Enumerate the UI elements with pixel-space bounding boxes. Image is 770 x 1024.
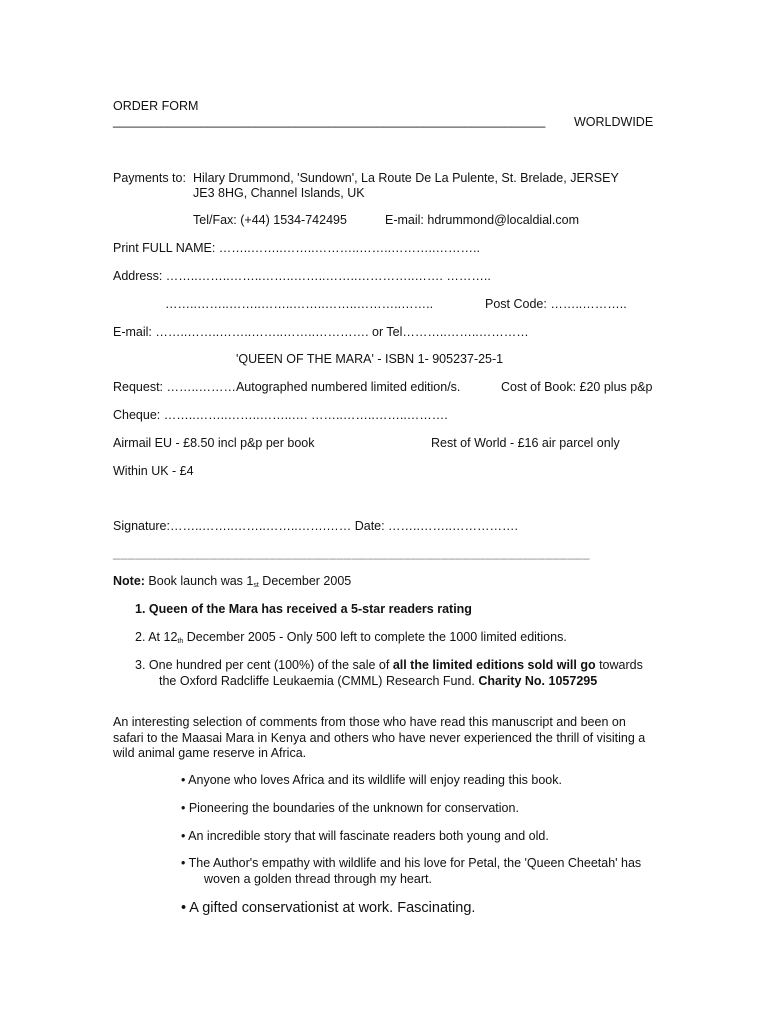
note-item-2-text: 2. At 12 [135,630,178,644]
payment-address-line2: JE3 8HG, Channel Islands, UK [193,186,365,200]
note-text: Book launch was 1 [144,574,254,588]
note-item-3 [135,658,643,673]
payments-label: Payments to: [113,171,186,185]
postcode-field[interactable]: Post Code: ……..……….. [485,297,627,311]
header-rule: ________________________________________________________________ [113,114,546,128]
region-label: WORLDWIDE [574,115,654,129]
note-label: Note: [113,574,145,588]
comments-intro-line1: An interesting selection of comments from those who have read this manuscript and been on [113,715,626,729]
comment-2: • Pioneering the boundaries of the unknown for conservation. [181,801,519,815]
form-title: ORDER FORM [113,99,199,113]
note-text-end: December 2005 [258,574,352,588]
contact-email: E-mail: hdrummond@localdial.com [385,213,580,227]
cheque-field[interactable]: Cheque: ……..……..……..……..…. ……..……..……..………. [113,408,448,422]
payment-address-line1: Hilary Drummond, 'Sundown', La Route De La Pulente, St. Brelade, JERSEY [193,171,619,185]
note-item-1: 1. Queen of the Mara has received a 5-star readers rating [135,602,472,616]
note-item-2 [135,630,567,647]
tel-fax: Tel/Fax: (+44) 1534-742495 [193,213,347,227]
address-field-line2[interactable]: ……..……..……..……..……..……..………..…….. [165,297,434,311]
note-item-3-text-end: towards [595,658,643,672]
signature-date-field[interactable]: Signature:……..……..……..……..…….…… Date: ……..……..……………. [113,519,518,533]
comment-1: • Anyone who loves Africa and its wildlife will enjoy reading this book. [181,773,562,787]
comment-3: • An incredible story that will fascinate readers both young and old. [181,829,549,843]
comment-4-line2: woven a golden thread through my heart. [204,872,432,886]
charity-number: Charity No. 1057295 [478,674,598,688]
section-rule: ________________________________________________________________ [113,546,590,560]
email-tel-field[interactable]: E-mail: ……..……..……..……..……..…………. or Tel………..……..………… [113,325,529,339]
note-item-3-text: 3. One hundred per cent (100%) of the sale of [135,658,393,672]
book-title: 'QUEEN OF THE MARA' - ISBN 1- 905237-25-1 [236,352,504,366]
book-cost: Cost of Book: £20 plus p&p [501,380,653,394]
note-item-2-superscript: th [177,638,184,645]
note-item-3-line2 [159,674,597,689]
comment-5: • A gifted conservationist at work. Fascinating. [181,900,476,916]
comments-intro-line2: safari to the Maasai Mara in Kenya and others who have never experienced the thrill of visiting a [113,731,646,745]
note-line [113,574,351,591]
comments-intro-line3: wild animal game reserve in Africa. [113,746,307,760]
request-field[interactable]: Request: ……..………Autographed numbered limited edition/s. [113,380,461,394]
airmail-eu-rate: Airmail EU - £8.50 incl p&p per book [113,436,315,450]
charity-fund-text: the Oxford Radcliffe Leukaemia (CMML) Research Fund. [159,674,479,688]
rest-of-world-rate: Rest of World - £16 air parcel only [431,436,620,450]
full-name-field[interactable]: Print FULL NAME: ……..……..……..………..……..………..……….. [113,241,480,255]
note-item-3-bold: all the limited editions sold will go [392,658,596,672]
comment-4-line1: • The Author's empathy with wildlife and his love for Petal, the 'Queen Cheetah' has [181,856,642,870]
note-item-2-text-end: December 2005 - Only 500 left to complete the 1000 limited editions. [183,630,567,644]
address-field[interactable]: Address: ……..……..……..……..……..……..…………..……. ……….. [113,269,491,283]
note-superscript: st [253,582,259,589]
within-uk-rate: Within UK - £4 [113,464,194,478]
